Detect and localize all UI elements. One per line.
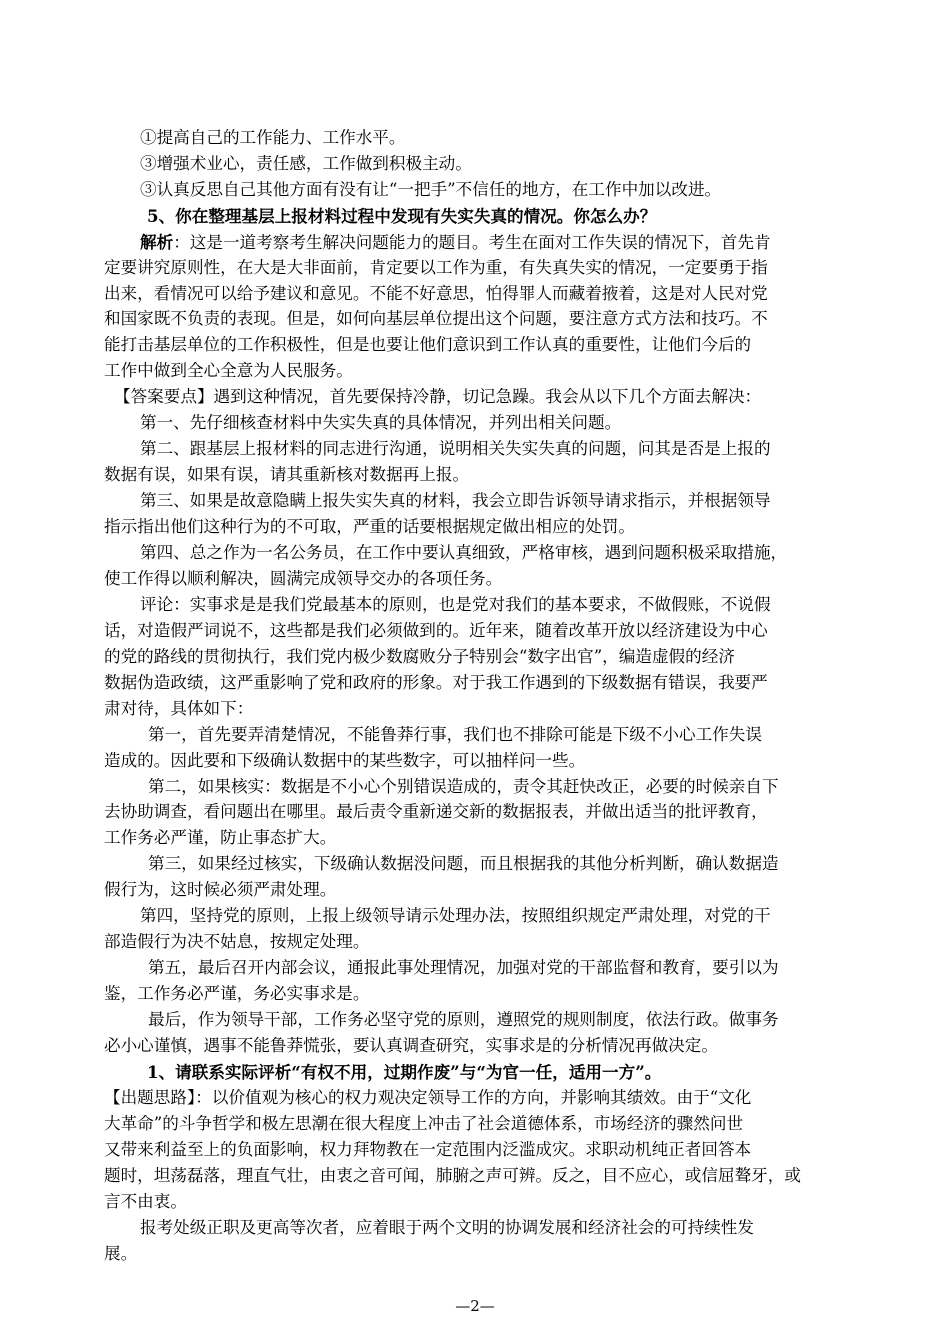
paragraph-line: ①提高自己的工作能力、工作水平。 [140,128,406,147]
paragraph-line: 肃对待，具体如下： [104,699,254,718]
paragraph-line: 部造假行为决不姑息，按规定处理。 [104,932,370,951]
paragraph-line: 评论：实事求是是我们党最基本的原则，也是党对我们的基本要求，不做假账，不说假 [140,595,771,614]
page-number: —2— [455,1297,495,1315]
paragraph-line: 第二、跟基层上报材料的同志进行沟通，说明相关失实失真的问题，问其是否是上报的 [140,439,771,458]
paragraph-line: 第四，坚持党的原则，上报上级领导请示处理办法，按照组织规定严肃处理，对党的干 [140,906,771,925]
paragraph-line: 第三、如果是故意隐瞒上报失实失真的材料，我会立即告诉领导请求指示，并根据领导 [140,491,771,510]
paragraph-line: 鉴，工作务必严谨，务必实事求是。 [104,984,370,1003]
paragraph-line: 和国家既不负责的表现。但是，如何向基层单位提出这个问题，要注意方式方法和技巧。不 [104,309,768,328]
paragraph-line: 的党的路线的贯彻执行，我们党内极少数腐败分子特别会“数字出官”，编造虚假的经济 [104,647,735,666]
paragraph-line: 最后，作为领导干部，工作务必坚守党的原则，遵照党的规则制度，依法行政。做事务 [148,1010,779,1029]
paragraph-line: 必小心谨慎，遇事不能鲁莽慌张，要认真调查研究，实事求是的分析情况再做决定。 [104,1036,718,1055]
paragraph-line: 第一，首先要弄清楚情况，不能鲁莽行事，我们也不排除可能是下级不小心工作失误 [148,725,762,744]
paragraph-line: 造成的。因此要和下级确认数据中的某些数字，可以抽样问一些。 [104,751,586,770]
paragraph-line: 第五，最后召开内部会议，通报此事处理情况，加强对党的干部监督和教育，要引以为 [148,958,779,977]
paragraph-line: 第四、总之作为一名公务员，在工作中要认真细致，严格审核，遇到问题积极采取措施， [140,543,788,562]
paragraph-line: 第三，如果经过核实，下级确认数据没问题，而且根据我的其他分析判断，确认数据造 [148,854,779,873]
paragraph-line: 又带来利益至上的负面影响，权力拜物教在一定范围内泛滥成灾。求职动机纯正者回答本 [104,1140,752,1159]
paragraph-line: 话，对造假严词说不，这些都是我们必须做到的。近年来，随着改革开放以经济建设为中心 [104,621,768,640]
paragraph-line: 报考处级正职及更高等次者，应着眼于两个文明的协调发展和经济社会的可持续性发 [140,1218,754,1237]
paragraph-line [140,230,771,254]
paragraph-line: 言不由衷。 [104,1192,187,1211]
paragraph-line: 题时，坦荡磊落，理直气壮，由衷之音可闻，肺腑之声可辨。反之，目不应心，或信屈聱牙，或 [104,1166,801,1185]
paragraph-line: ③增强术业心，责任感，工作做到积极主动。 [140,154,472,173]
paragraph-line: 工作中做到全心全意为人民服务。 [104,361,353,380]
paragraph-line: 数据伪造政绩，这严重影响了党和政府的形象。对于我工作遇到的下级数据有错误，我要严 [104,673,768,692]
paragraph-line: 【答案要点】遇到这种情况，首先要保持冷静，切记急躁。我会从以下几个方面去解决： [114,387,762,406]
question-heading: 5、你在整理基层上报材料过程中发现有失实失真的情况。你怎么办？ [147,206,657,226]
paragraph-line: 大革命”的斗争哲学和极左思潮在很大程度上冲击了社会道德体系，市场经济的骤然问世 [104,1114,744,1133]
paragraph-line: 去协助调查，看问题出在哪里。最后责令重新递交新的数据报表，并做出适当的批评教育， [104,802,768,821]
paragraph-line: 出来，看情况可以给予建议和意见。不能不好意思，怕得罪人而藏着掖着，这是对人民对党 [104,284,768,303]
paragraph-line: 假行为，这时候必须严肃处理。 [104,880,337,899]
paragraph-line: 第二，如果核实：数据是不小心个别错误造成的，责令其赶快改正，必要的时候亲自下 [148,777,779,796]
paragraph-line: 能打击基层单位的工作积极性，但是也要让他们意识到工作认真的重要性，让他们今后的 [104,335,752,354]
paragraph-line: 【出题思路】：以价值观为核心的权力观决定领导工作的方向，并影响其绩效。由于“文化 [104,1088,752,1107]
paragraph-line: 定要讲究原则性，在大是大非面前，肯定要以工作为重，有失真失实的情况，一定要勇于指 [104,258,768,277]
paragraph-line: 使工作得以顺利解决，圆满完成领导交办的各项任务。 [104,569,503,588]
paragraph-line: 展。 [104,1244,138,1263]
paragraph-line: 数据有误，如果有误，请其重新核对数据再上报。 [104,465,470,484]
paragraph-line: 第一、先仔细核查材料中失实失真的具体情况，并列出相关问题。 [140,413,622,432]
paragraph-line: 工作务必严谨，防止事态扩大。 [104,828,337,847]
question-heading: 1、请联系实际评析“有权不用，过期作废”与“为官一任，适用一方”。 [147,1062,662,1082]
analysis-label: 解析 [140,232,174,252]
analysis-text: ：这是一道考察考生解决问题能力的题目。考生在面对工作失误的情况下，首先肯 [173,233,771,252]
paragraph-line: ③认真反思自己其他方面有没有让“一把手”不信任的地方，在工作中加以改进。 [140,180,722,199]
paragraph-line: 指示指出他们这种行为的不可取，严重的话要根据规定做出相应的处罚。 [104,517,635,536]
